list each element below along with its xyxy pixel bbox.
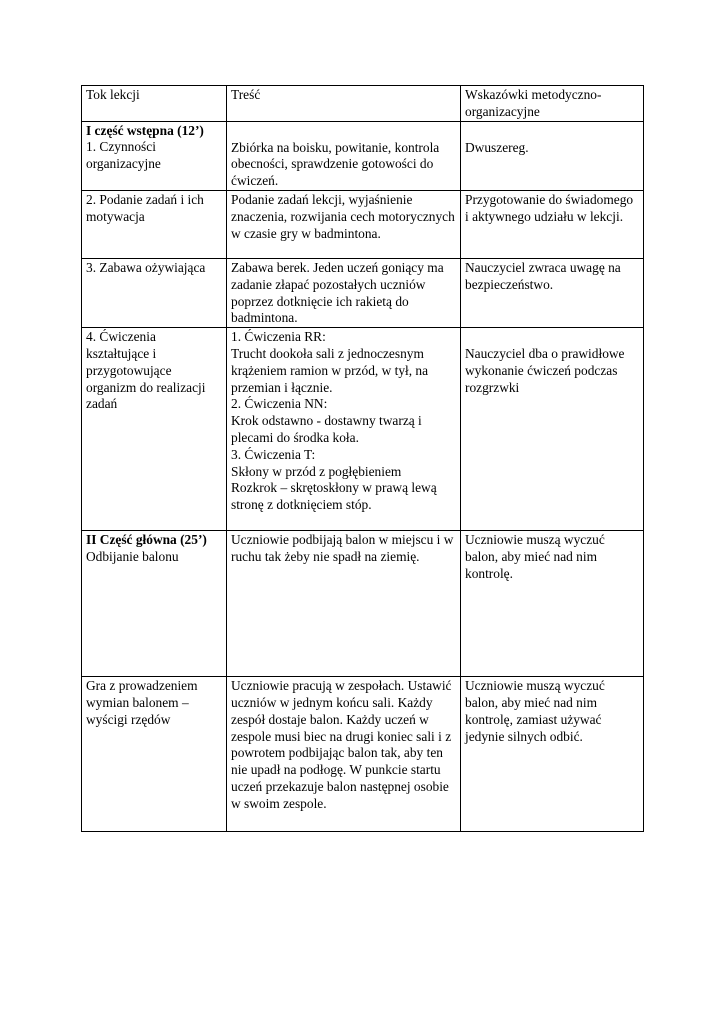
exercise-description: Krok odstawno - dostawny twarzą i plecami do środka koła. [231,413,422,445]
tok-text: 1. Czynności organizacyjne [86,139,161,172]
tok-cell [82,531,227,677]
section-title: II Część główna (25’) [86,532,207,548]
table-row [82,190,644,258]
wskazowki-cell: Uczniowie muszą wyczuć balon, aby mieć nad nim kontrolę. [461,531,644,677]
wskazowki-cell: Nauczyciel zwraca uwagę na bezpieczeństwo. [461,258,644,327]
tresc-text: Zbiórka na boisku, powitanie, kontrola obecności, sprawdzenie gotowości do ćwiczeń. [231,139,440,189]
tok-cell: 4. Ćwiczenia kształtujące i przygotowujące organizm do realizacji zadań [82,328,227,531]
wskazowki-text: Dwuszereg. [465,139,529,155]
tresc-cell: Zabawa berek. Jeden uczeń goniący ma zadanie złapać pozostałych uczniów poprzez dotknięcie ich rakietą do badmintona. [227,258,461,327]
wskazowki-text: Nauczyciel dba o prawidłowe wykonanie ćwiczeń podczas rozgrzwki [465,346,625,395]
header-tok-lekcji: Tok lekcji [82,86,227,122]
table-row [82,258,644,327]
wskazowki-cell: Przygotowanie do świadomego i aktywnego udziału w lekcji. [461,190,644,258]
table-row [82,531,644,677]
table-row [82,121,644,190]
tresc-cell [227,328,461,531]
wskazowki-cell [461,121,644,190]
tresc-cell: Uczniowie podbijają balon w miejscu i w ruchu tak żeby nie spadł na ziemię. [227,531,461,677]
table-row [82,328,644,531]
exercise-heading: 2. Ćwiczenia NN: [231,396,328,412]
tok-cell: 3. Zabawa ożywiająca [82,258,227,327]
tok-cell [82,121,227,190]
exercise-heading: 1. Ćwiczenia RR: [231,329,326,345]
wskazowki-cell: Uczniowie muszą wyczuć balon, aby mieć nad nim kontrolę, zamiast używać jedynie silnych odbić. [461,677,644,832]
wskazowki-cell [461,328,644,531]
tok-text: Odbijanie balonu [86,548,179,564]
exercise-heading: 3. Ćwiczenia T: [231,446,316,462]
exercise-description: Skłony w przód z pogłębieniem [231,463,402,479]
tresc-cell [227,121,461,190]
tresc-cell: Uczniowie pracują w zespołach. Ustawić uczniów w jednym końcu sali. Każdy zespół dostaje balon. Każdy uczeń w zespole musi biec na drugi koniec sali i z powrotem podbijając balon tak, aby ten nie upadł na podłogę. W punkcie startu uczeń przekazuje balon następnej osobie w swoim zespole. [227,677,461,832]
tok-cell: Gra z prowadzeniem wymian balonem – wyścigi rzędów [82,677,227,832]
tresc-cell: Podanie zadań lekcji, wyjaśnienie znaczenia, rozwijania cech motorycznych w czasie gry w badmintona. [227,190,461,258]
table-header-row [82,86,644,122]
header-wskazowki: Wskazówki metodyczno-organizacyjne [461,86,644,122]
exercise-description: Rozkrok – skrętoskłony w prawą lewą stronę z dotknięciem stóp. [231,480,437,513]
header-tresc: Treść [227,86,461,122]
table-row [82,677,644,832]
section-title: I część wstępna (12’) [86,122,204,138]
lesson-plan-table [81,85,644,832]
exercise-description: Trucht dookoła sali z jednoczesnym krążeniem ramion w przód, w tył, na przemian i łącznie. [231,345,429,395]
tok-cell: 2. Podanie zadań i ich motywacja [82,190,227,258]
